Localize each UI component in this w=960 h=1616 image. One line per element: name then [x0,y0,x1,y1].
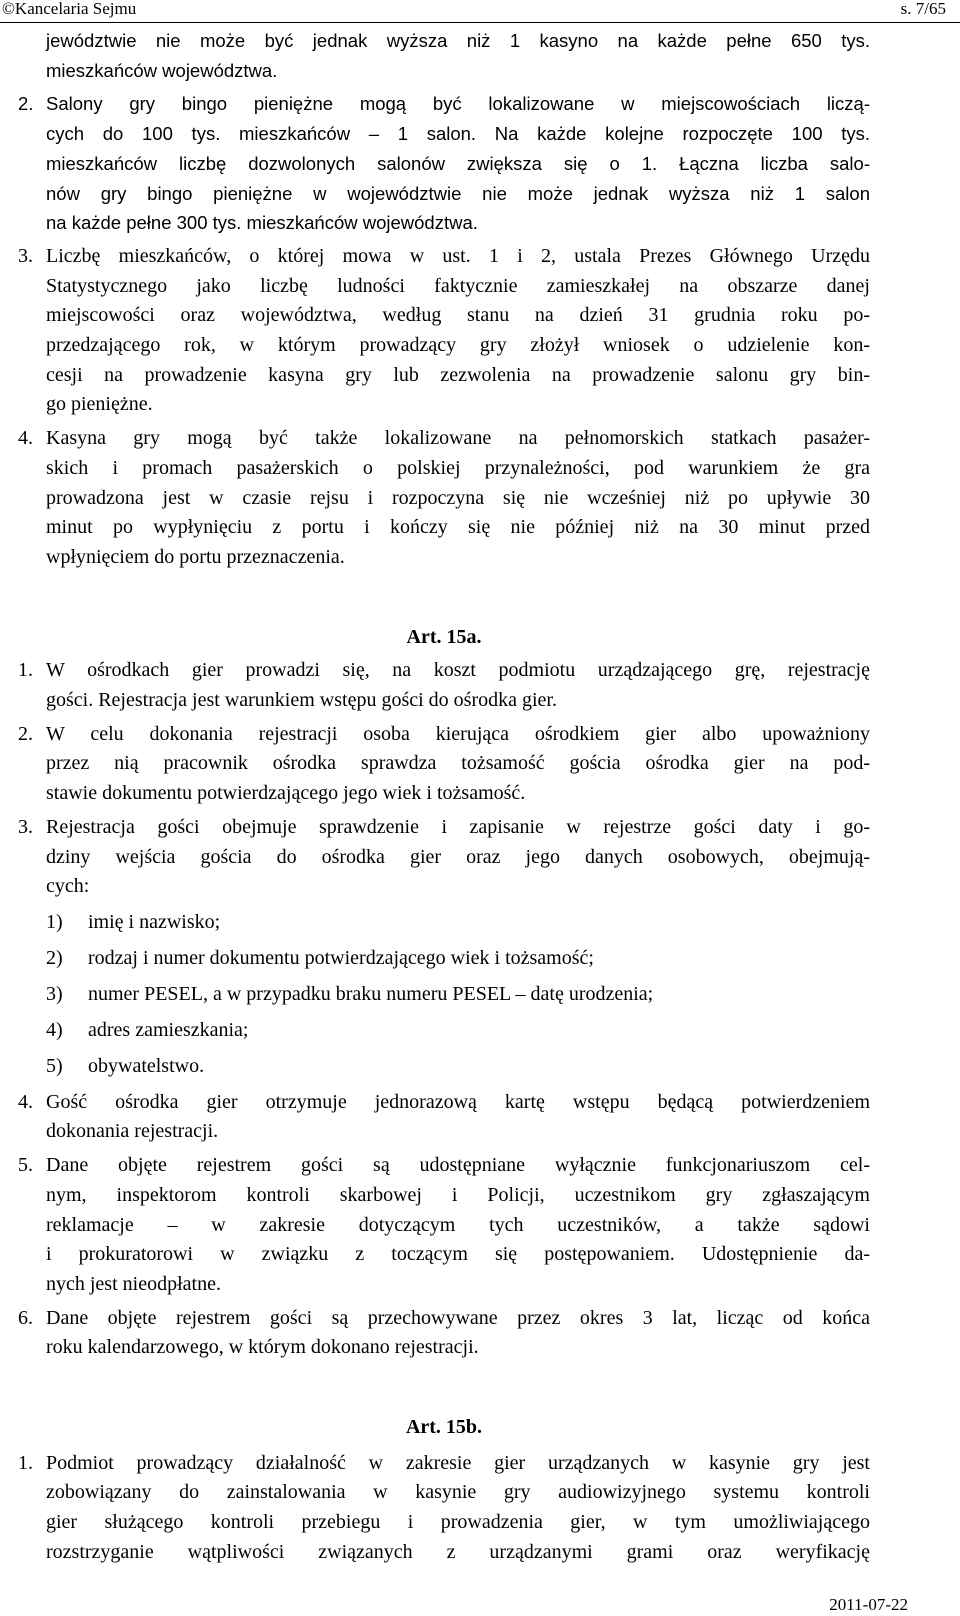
item-text: rodzaj i numer dokumentu potwierdzającego wiek i tożsamość; [88,946,594,969]
text-line: skich i promach pasażerskich o polskiej przynależności, pod warunkiem że gra [46,456,870,479]
item-number: 3) [46,982,63,1005]
art15a-paragraph-4 [18,1088,870,1147]
text-line: W ośrodkach gier prowadzi się, na koszt podmiotu urządzającego grę, rejestrację [46,659,870,682]
paragraph-number: 1. [18,659,33,682]
text-line: cych do 100 tys. mieszkańców – 1 salon. Na każde kolejne rozpoczęte 100 tys. [46,123,870,145]
item-text: obywatelstwo. [88,1054,205,1077]
list-item [18,1016,870,1046]
text-line: nym, inspektorom kontroli skarbowej i Policji, uczestnikom gry zgłaszającym [46,1183,870,1206]
text-line: wpłynięciem do portu przeznaczenia. [46,545,345,568]
text-line: reklamacje – w zakresie dotyczącym tych uczestników, a także sądowi [46,1213,870,1236]
text-line: miejscowości oraz województwa, według stanu na dzień 31 grudnia roku po- [46,304,870,327]
header-rule [0,22,960,23]
item-number: 5) [46,1054,63,1077]
item-text: imię i nazwisko; [88,910,221,933]
text-line: mieszkańców liczbę dozwolonych salonów zwiększa się o 1. Łączna liczba salo- [46,152,870,174]
page-number: s. 7/65 [900,0,946,18]
list-item [18,1052,870,1082]
list-item [18,908,870,938]
text-line: Salony gry bingo pieniężne mogą być lokalizowane w miejscowościach liczą- [46,93,870,115]
text-line: przez nią pracownik ośrodka sprawdza tożsamość gościa ośrodka gier na pod- [46,752,870,775]
item-number: 1) [46,910,63,933]
text-line: Statystycznego jako liczbę ludności faktycznie zamieszkałej na obszarze danej [46,274,870,297]
text-line: dokonania rejestracji. [46,1120,219,1143]
text-line: i prokuratorowi w związku z toczącym się postępowaniem. Udostępnienie da- [46,1243,870,1266]
text-line: nów gry bingo pieniężne w województwie nie może jednak wyższa niż 1 salon [46,182,870,204]
item-text: adres zamieszkania; [88,1018,249,1041]
text-line: Podmiot prowadzący działalność w zakresie gier urządzanych w kasynie gry jest [46,1451,870,1474]
text-line: Gość ośrodka gier otrzymuje jednorazową kartę wstępu będącą potwierdzeniem [46,1090,870,1113]
paragraph-3 [18,242,870,420]
art15a-paragraph-3 [18,813,870,902]
text-line: prowadzona jest w czasie rejsu i rozpoczyna się nie wcześniej niż po upływie 30 [46,486,870,509]
paragraph-number: 2. [18,722,33,745]
text-line: przedzającego rok, w którym prowadzący gry złożył wniosek o udzielenie kon- [46,334,870,357]
text-line: Rejestracja gości obejmuje sprawdzenie i zapisanie w rejestrze gości daty i go- [46,815,870,838]
art15b-paragraph-1 [18,1449,870,1568]
list-item [18,944,870,974]
text-line: na każde pełne 300 tys. mieszkańców województwa. [46,212,478,234]
text-line: cesji na prowadzenie kasyna gry lub zezwolenia na prowadzenie salonu gry bin- [46,363,870,386]
list-item [18,980,870,1010]
text-line: cych: [46,875,90,898]
text-line: W celu dokonania rejestracji osoba kierująca ośrodkiem gier albo upoważniony [46,722,870,745]
paragraph-number: 3. [18,244,33,267]
text-line: zobowiązany do zainstalowania w kasynie gry audiowizyjnego systemu kontroli [46,1481,870,1504]
text-line: mieszkańców województwa. [46,59,278,81]
article-15a-heading: Art. 15a. [406,625,482,648]
paragraph-2 [18,89,870,238]
paragraph-1-continuation [18,26,870,85]
art15a-paragraph-6 [18,1304,870,1363]
item-text: numer PESEL, a w przypadku braku numeru PESEL – datę urodzenia; [88,982,654,1005]
paragraph-number: 6. [18,1306,33,1329]
article-15b-heading: Art. 15b. [405,1416,483,1439]
paragraph-number: 3. [18,815,33,838]
text-line: gier służącego kontroli przebiegu i prowadzenia gier, w tym umożliwiającego [46,1511,870,1534]
paragraph-number: 5. [18,1154,33,1177]
text-line: nych jest nieodpłatne. [46,1272,221,1295]
paragraph-number: 2. [18,93,34,115]
text-line: dziny wejścia gościa do ośrodka gier oraz jego danych osobowych, obejmują- [46,845,870,868]
item-number: 2) [46,946,63,969]
paragraph-number: 4. [18,427,33,450]
text-line: Dane objęte rejestrem gości są udostępniane wyłącznie funkcjonariuszom cel- [46,1154,870,1177]
text-line: roku kalendarzowego, w którym dokonano rejestracji. [46,1336,479,1359]
art15a-item-list [18,908,870,1082]
text-line: gości. Rejestracja jest warunkiem wstępu gości do ośrodka gier. [46,689,557,712]
text-line: rozstrzyganie wątpliwości związanych z urządzanymi grami oraz weryfikację [46,1540,870,1563]
text-line: minut po wypłynięciu z portu i kończy się nie później niż na 30 minut przed [46,516,870,539]
header-source: ©Kancelaria Sejmu [2,0,137,18]
text-line: Dane objęte rejestrem gości są przechowywane przez okres 3 lat, licząc od końca [46,1306,870,1329]
paragraph-4 [18,424,870,573]
art15a-paragraph-2 [18,720,870,809]
document-body [18,26,870,1568]
paragraph-number: 1. [18,1451,33,1474]
text-line: jewództwie nie może być jednak wyższa niż 1 kasyno na każde pełne 650 tys. [46,30,870,51]
text-line: Kasyna gry mogą być także lokalizowane na pełnomorskich statkach pasażer- [46,427,870,450]
text-line: stawie dokumentu potwierdzającego jego wiek i tożsamość. [46,782,526,805]
paragraph-number: 4. [18,1090,33,1113]
item-number: 4) [46,1018,63,1041]
art15a-paragraph-1 [18,656,870,715]
art15a-paragraph-5 [18,1151,870,1300]
text-line: go pieniężne. [46,393,153,416]
footer-date: 2011-07-22 [829,1595,908,1614]
text-line: Liczbę mieszkańców, o której mowa w ust. 1 i 2, ustala Prezes Głównego Urzędu [46,244,870,267]
